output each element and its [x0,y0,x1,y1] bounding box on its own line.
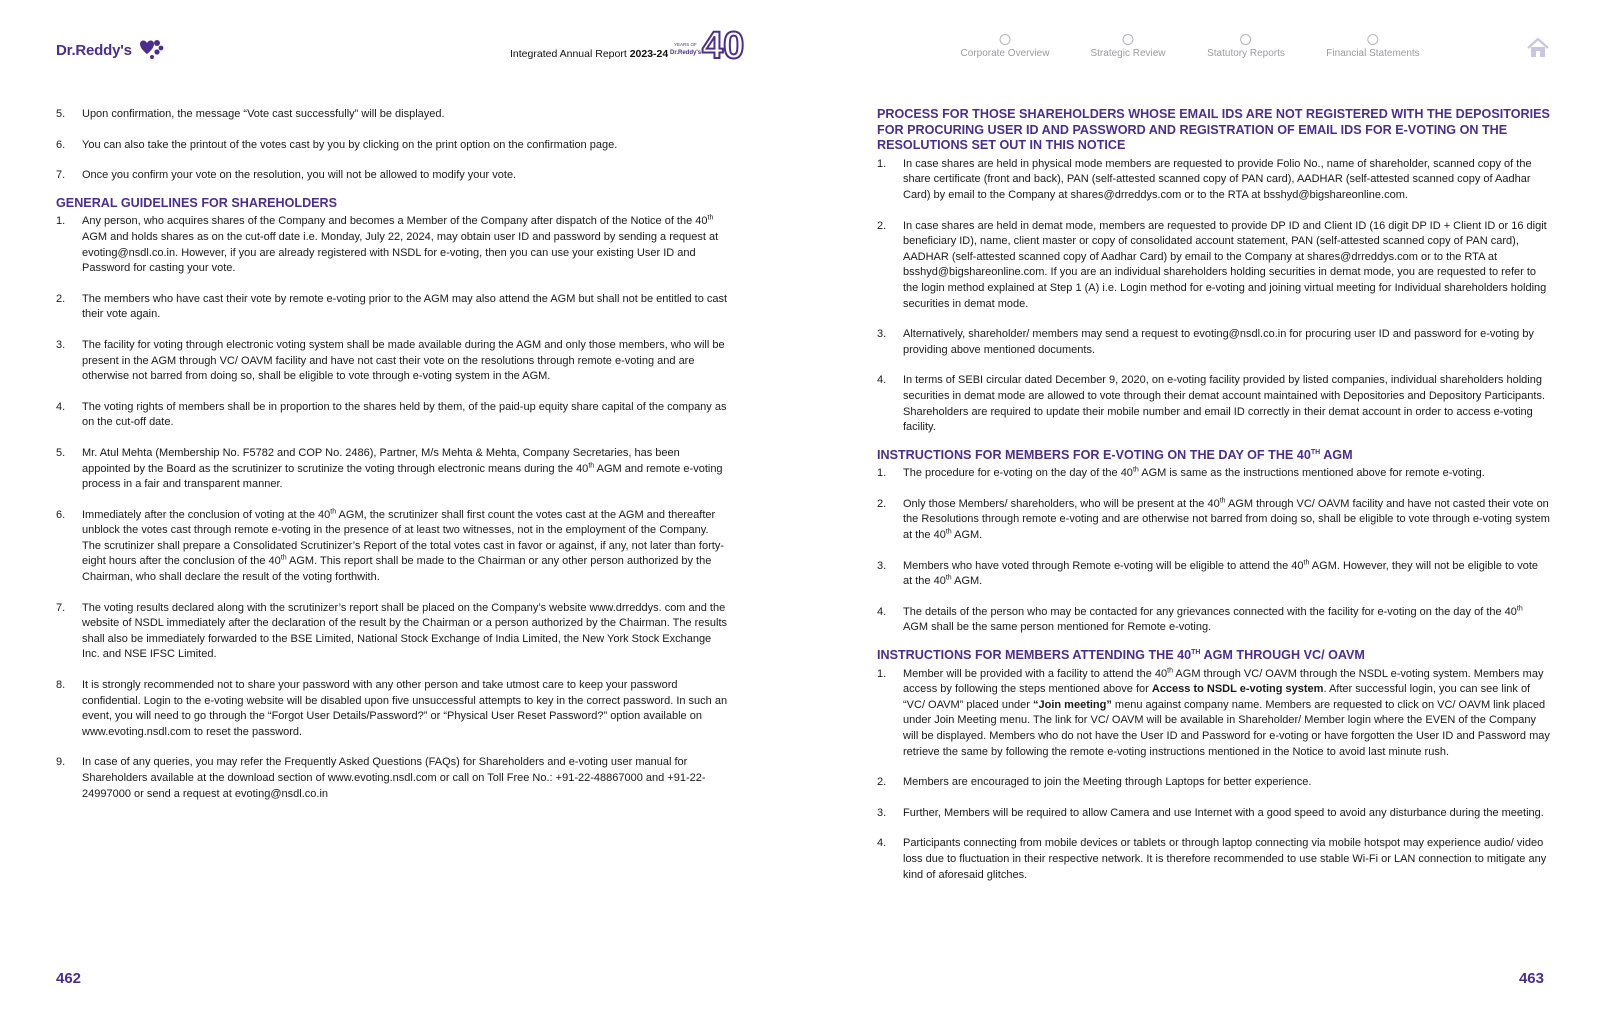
emblem-caption: YEARS OF [674,42,697,47]
list-item: 1. Any person, who acquires shares of the Company and becomes a Member of the Company after dispatch of the Notice of the 40th AGM and holds shares as on the cut-off date i.e. Monday, July 22, 2024, may obtain user ID and password by sending a request at evoting@nsdl.co.in. However, if you are already registered with NSDL for e-voting, then you can use your existing User ID and Password for casting your vote. [56,214,719,275]
list-item: 1. The procedure for e-voting on the day of the 40th AGM is same as the instructions mentioned above for remote e-voting. [877,466,1485,480]
list-item: 3. Alternatively, shareholder/ members may send a request to evoting@nsdl.co.in for procuring user ID and password for e-voting by providing above mentioned documents. [877,328,1534,356]
nav-corporate-overview[interactable]: Corporate Overview [961,34,1050,59]
left-page-content [56,107,728,817]
list-item: 5. Upon confirmation, the message “Vote cast successfully” will be displayed. [56,108,445,120]
list-item: 4. The voting rights of members shall be in proportion to the shares held by them, of the paid-up equity share capital of the company as on the cut-off date. [56,400,727,429]
nav-dot-icon [999,34,1010,45]
section-heading-attending-agm: INSTRUCTIONS FOR MEMBERS ATTENDING THE 40TH AGM THROUGH VC/ OAVM [877,648,1365,663]
page-number-left: 462 [56,970,82,987]
list-item: 2. Only those Members/ shareholders, who will be present at the 40th AGM through VC/ OAVM facility and have not casted their vote on the Resolutions through remote e-voting and are otherwise not barred from doing so, shall be eligible to vote through e-voting system at the 40th AGM. [877,497,1550,542]
list-item: 7. The voting results declared along with the scrutinizer’s report shall be placed on the Company’s website www.drreddys. com and the website of NSDL immediately after the declaration of the result by the Chairman or a person authorized by the Chairman. The results shall also be immediately forwarded to the BSE Limited, National Stock Exchange of India Limited, the New York Stock Exchange Inc. and NSE IFSC Limited. [56,601,728,661]
page-number-right: 463 [1518,970,1544,987]
list-item: 8. It is strongly recommended not to share your password with any other person and take utmost care to keep your password confidential. Login to the e-voting website will be disabled upon five unsuccessful attempts to key in the correct password. In such an event, you will need to go through the “Forgot User Details/Password?” or “Physical User Reset Password?” option available on www.evoting.nsdl.com to reset the password. [56,679,728,738]
list-item: 3. Members who have voted through Remote e-voting will be eligible to attend the 40th AGM. However, they will not be eligible to vote at the 40th AGM. [877,559,1539,588]
list-item: 2. The members who have cast their vote by remote e-voting prior to the AGM may also attend the AGM but shall not be entitled to cast their vote again. [56,292,728,321]
report-year: 2023-24 [629,48,669,60]
list-item: 2. In case shares are held in demat mode, members are requested to provide DP ID and Client ID (16 digit DP ID + Client ID or 16 digit beneficiary ID), name, client master or copy of consolidated account statement, PAN (self-attested scanned copy of PAN card), AADHAR (self-attested scanned copy of Aadhar Card) by email to the Company at shares@drreddys.com or to the RTA at bsshyd@bigshareonline.com. If you are an individual shareholders holding securities in demat mode, you are requested to refer to the login method explained at Step 1 (A) i.e. Login method for e-voting and joining virtual meeting for Individual shareholders holding securities in demat mode. [877,219,1547,310]
list-item: 4. Participants connecting from mobile devices or tablets or through laptop connecting via mobile hotspot may experience audio/ video loss due to fluctuation in their respective network. It is therefore recommended to use stable Wi-Fi or LAN connection to mitigate any kind of aforesaid glitches. [877,837,1547,881]
list-item: 1. In case shares are held in physical mode members are requested to provide Folio No., name of shareholder, scanned copy of the share certificate (front and back), PAN (self-attested scanned copy of PAN card), AADHAR (self-attested scanned copy of Aadhar Card) by email to the Company at shares@drreddys.com or to the RTA at bsshyd@bigshareonline.com. [877,157,1532,201]
company-logo[interactable] [56,38,164,62]
list-item: 6. You can also take the printout of the votes cast by you by clicking on the print option on the confirmation page. [56,138,618,151]
list-item: 5. Mr. Atul Mehta (Membership No. F5782 and COP No. 2486), Partner, M/s Mehta & Mehta, Company Secretaries, has been appointed by the Board as the scrutinizer to scrutinize the voting through electronic means during the 40th AGM and remote e-voting process in a fair and transparent manner. [56,446,723,491]
nav-dot-icon [1241,34,1252,45]
emblem-brand: Dr.Reddy's [670,50,702,56]
nav-dot-icon [1367,34,1378,45]
nav-dot-icon [1123,34,1134,45]
list-item: 1. Member will be provided with a facility to attend the 40th AGM through VC/ OAVM through the NSDL e-voting system. Members may access by following the steps mentioned above for Access to NSDL e-voting system. After successful login, you can see link of “VC/ OAVM” placed under “Join meeting” menu against company name. Members are requested to click on VC/ OAVM link placed under Join Meeting menu. The link for VC/ OAVM will be available in Shareholder/ Member login where the EVEN of the Company will be displayed. Members who do not have the User ID and Password for e-voting or have forgotten the User ID and Password may retrieve the same by following the remote e-voting instructions mentioned in the Notice to avoid last minute rush. [877,666,1550,758]
home-icon[interactable] [1526,36,1550,60]
nav-statutory-reports[interactable]: Statutory Reports [1207,34,1285,59]
list-item: 4. In terms of SEBI circular dated December 9, 2020, on e-voting facility provided by listed companies, individual shareholders holding securities in demat mode are allowed to vote through their demat account maintained with Depositories and Depository Participants. Shareholders are required to update their mobile number and email ID correctly in their demat account in order to access e-voting facility. [877,374,1546,434]
logo-text: Dr.Reddy's [56,41,132,59]
section-heading-general-guidelines: GENERAL GUIDELINES FOR SHAREHOLDERS [56,195,338,210]
anniversary-emblem [670,24,745,70]
page-header [0,0,1600,90]
heart-logo-icon [136,38,164,62]
list-item: 2. Members are encouraged to join the Meeting through Laptops for better experience. [877,776,1312,789]
section-heading-process: PROCESS FOR THOSE SHAREHOLDERS WHOSE EMAIL IDS ARE NOT REGISTERED WITH THE DEPOSITORIES FOR PROCURING USER ID AND PASSWORD AND REGISTRATION OF EMAIL IDS FOR E-VOTING ON THE RESOLUTIONS SET OUT IN THIS NOTICE [877,107,1550,153]
section-heading-evoting-day: INSTRUCTIONS FOR MEMBERS FOR E-VOTING ON THE DAY OF THE 40TH AGM [877,447,1353,462]
list-item: 6. Immediately after the conclusion of voting at the 40th AGM, the scrutinizer shall first count the votes cast at the AGM and thereafter unblock the votes cast through remote e-voting in the presence of at least two witnesses, not in the employment of the Company. The scrutinizer shall prepare a Consolidated Scrutinizer’s Report of the total votes cast in favor or against, if any, not later than forty-eight hours after the conclusion of the 40th AGM. This report shall be made to the Chairman or any other person authorized by the Chairman, who shall declare the result of the voting forthwith. [56,508,724,584]
list-item: 4. The details of the person who may be contacted for any grievances connected with the facility for e-voting on the day of the 40th AGM shall be the same person mentioned for Remote e-voting. [877,605,1523,634]
report-title: Integrated Annual Report 2023-24 [510,48,669,60]
list-item: 3. The facility for voting through electronic voting system shall be made available during the AGM and only those members, who will be present in the AGM through VC/ OAVM facility and have not cast their vote on the resolutions through remote e-voting and are otherwise not barred from doing so, shall be eligible to vote through e-voting system in the AGM. [56,338,725,383]
nav-financial-statements[interactable]: Financial Statements [1326,34,1419,59]
list-item: 9. In case of any queries, you may refer the Frequently Asked Questions (FAQs) for Shareholders and e-voting user manual for Shareholders available at the download section of www.evoting.nsdl.com or call on Toll Free No.: +91-22-48867000 and +91-22-24997000 or send a request at evoting@nsdl.co.in [56,756,706,800]
nav-strategic-review[interactable]: Strategic Review [1090,34,1165,59]
emblem-number: 40 [702,25,745,67]
list-item: 7. Once you confirm your vote on the resolution, you will not be allowed to modify your vote. [56,169,517,182]
right-page-content [877,107,1550,898]
list-item: 3. Further, Members will be required to allow Camera and use Internet with a good speed to avoid any disturbance during the meeting. [877,806,1544,819]
